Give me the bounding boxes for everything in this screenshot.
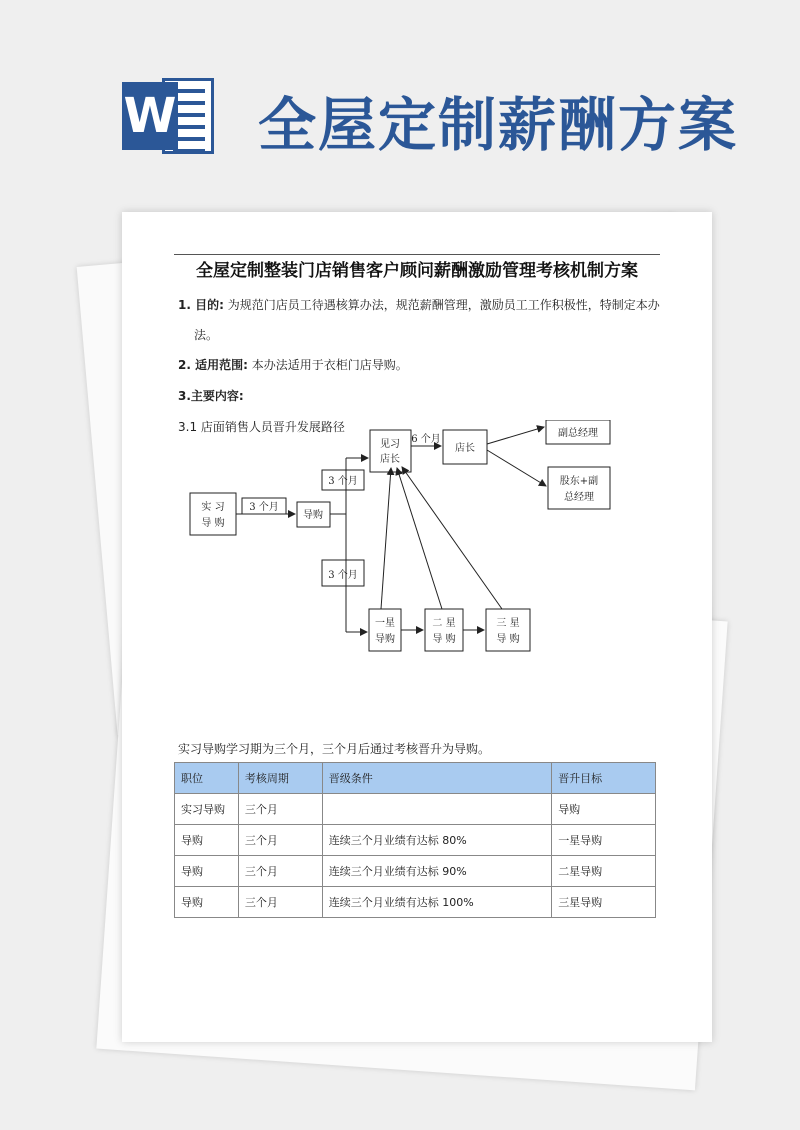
title-rule (174, 254, 660, 255)
column-header-target: 晋升目标 (552, 763, 656, 794)
column-header-condition: 晋级条件 (322, 763, 551, 794)
cell-condition (322, 794, 551, 825)
section-3-1-heading: 3.1 店面销售人员晋升发展路径 (178, 420, 345, 434)
node-star1-line1: 一星 (375, 618, 395, 629)
node-star2-line1: 二 星 (432, 618, 456, 629)
banner (0, 0, 800, 200)
node-star1-line2: 导购 (375, 634, 395, 645)
cell-condition: 连续三个月业绩有达标 80% (322, 825, 551, 856)
node-trainee-manager-line2: 店长 (380, 454, 400, 465)
table-row (175, 856, 656, 887)
cell-position: 导购 (175, 887, 239, 918)
promotion-table (174, 762, 656, 918)
probation-note: 实习导购学习期为三个月，三个月后通过考核晋升为导购。 (178, 742, 491, 756)
cell-cycle: 三个月 (238, 887, 322, 918)
edge-label-guide-trainee: 3 个月 (328, 476, 358, 487)
cell-position: 导购 (175, 825, 239, 856)
node-deputy-gm: 副总经理 (558, 428, 598, 439)
document-title: 全屋定制整装门店销售客户顾问薪酬激励管理考核机制方案 (196, 261, 638, 281)
node-store-manager: 店长 (455, 443, 475, 454)
scope-text: 本办法适用于衣柜门店导购。 (251, 358, 408, 372)
cell-target: 二星导购 (552, 856, 656, 887)
edge-label-guide-star1: 3 个月 (328, 570, 358, 581)
document-page (122, 212, 712, 1042)
banner-title: 全屋定制薪酬方案 (258, 91, 739, 159)
purpose-paragraph (178, 296, 660, 313)
column-header-position: 职位 (175, 763, 239, 794)
node-partner-gm-line2: 总经理 (564, 492, 594, 503)
table-header-row (175, 763, 656, 794)
promotion-flowchart (182, 420, 622, 655)
cell-condition: 连续三个月业绩有达标 90% (322, 856, 551, 887)
cell-target: 导购 (552, 794, 656, 825)
cell-position: 实习导购 (175, 794, 239, 825)
cell-target: 一星导购 (552, 825, 656, 856)
table-row (175, 887, 656, 918)
scope-label: 2. 适用范围: (178, 358, 248, 372)
word-letter: W (122, 82, 178, 150)
cell-cycle: 三个月 (238, 825, 322, 856)
node-guide: 导购 (303, 510, 323, 521)
purpose-text-continued: 法。 (194, 328, 219, 342)
node-partner-gm-line1: 股东+副 (559, 476, 599, 487)
edge-label-intern-guide: 3 个月 (249, 502, 279, 513)
node-trainee-manager-line1: 见习 (380, 439, 400, 450)
column-header-cycle: 考核周期 (238, 763, 322, 794)
cell-cycle: 三个月 (238, 856, 322, 887)
main-content-heading: 3.主要内容: (178, 389, 244, 403)
node-star2-line2: 导 购 (432, 634, 456, 645)
purpose-label: 1. 目的: (178, 298, 224, 312)
node-intern-line2: 导 购 (201, 518, 225, 529)
cell-target: 三星导购 (552, 887, 656, 918)
scope-paragraph (178, 356, 408, 373)
node-star3-line1: 三 星 (496, 618, 520, 629)
node-intern-line1: 实 习 (201, 502, 225, 513)
table-row (175, 794, 656, 825)
cell-cycle: 三个月 (238, 794, 322, 825)
edge-label-trainee-manager: 6 个月 (411, 434, 441, 445)
purpose-text: 为规范门店员工待遇核算办法，规范薪酬管理，激励员工工作积极性，特制定本办 (227, 298, 660, 312)
word-document-icon (122, 78, 214, 154)
cell-position: 导购 (175, 856, 239, 887)
cell-condition: 连续三个月业绩有达标 100% (322, 887, 551, 918)
node-star3-line2: 导 购 (496, 634, 520, 645)
table-row (175, 825, 656, 856)
